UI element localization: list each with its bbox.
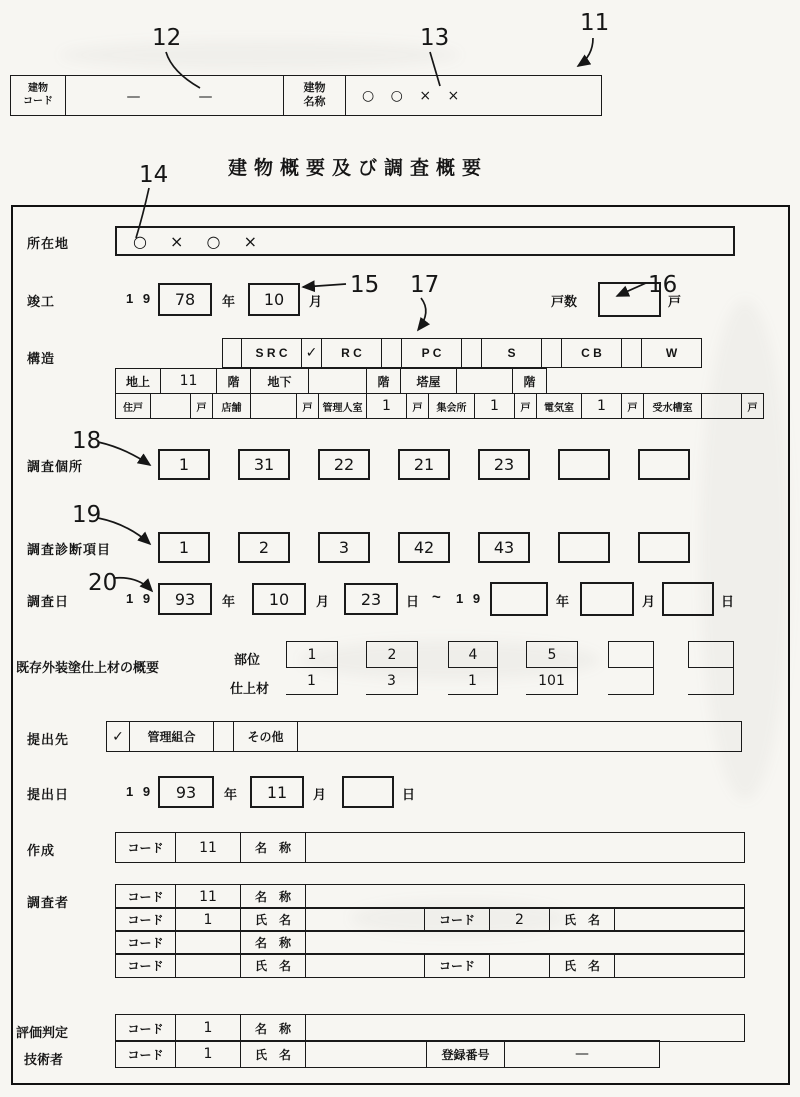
room-electrical-label: 電気室 [537, 393, 582, 419]
surveyor2-code-label: コード [115, 907, 176, 932]
completion-year-box: 78 [158, 283, 212, 316]
evaluator-label-line2: 技術者 [24, 1052, 64, 1067]
evaluator-name-label: 名 称 [241, 1014, 306, 1042]
building-name-label-cell [284, 75, 346, 116]
finish-column-1 [286, 641, 338, 695]
submit-date-year-unit: 年 [224, 787, 238, 802]
structure-check-cb [542, 338, 562, 368]
surveyor2-code-value: 1 [176, 907, 241, 932]
room-watertank-unit: 戸 [742, 393, 764, 419]
surveyor4-code-value [176, 953, 241, 978]
submit-to-row [106, 721, 742, 752]
evaluator2-name-value [306, 1040, 427, 1068]
evaluator-code-value: 1 [176, 1014, 241, 1042]
created-by-label: 作成 [27, 843, 56, 858]
created-by-name-value [306, 832, 745, 863]
survey-point-box-1: 1 [158, 449, 210, 480]
structure-check-src [222, 338, 242, 368]
ref-12: 12 [152, 25, 182, 51]
ref-13: 13 [420, 25, 450, 51]
ref-18: 18 [72, 428, 102, 454]
structure-type-row [222, 338, 702, 368]
finish-column-4 [526, 641, 578, 695]
floors-below-label: 地下 [251, 368, 309, 394]
evaluator2-name-label: 氏 名 [241, 1040, 306, 1068]
ref-19: 19 [72, 502, 102, 528]
scan-artifact [60, 40, 460, 70]
room-shop-unit: 戸 [297, 393, 319, 419]
survey-items-label: 調査診断項目 [27, 542, 112, 557]
building-code-label-cell [10, 75, 66, 116]
finish-material-6 [688, 668, 734, 695]
room-electrical-value: 1 [582, 393, 622, 419]
surveyor3-name-value [306, 930, 745, 955]
evaluator-code-label: コード [115, 1014, 176, 1042]
surveyor4-name2-value [615, 953, 745, 978]
surveyor3-code-label: コード [115, 930, 176, 955]
survey-date-year1-box: 93 [158, 583, 212, 615]
location-value-box: ○ × ○ × [115, 226, 735, 256]
survey-item-box-6 [558, 532, 610, 563]
structure-type-pc: P C [402, 338, 462, 368]
surveyor3-name-label: 名 称 [241, 930, 306, 955]
submit-date-month-box: 11 [250, 776, 304, 808]
surveyor4-code-label: コード [115, 953, 176, 978]
ref-20: 20 [88, 570, 118, 596]
finish-column-2 [366, 641, 418, 695]
structure-rooms-row [115, 393, 764, 419]
evaluator-name-value [306, 1014, 745, 1042]
survey-date-year2-unit: 年 [556, 594, 570, 609]
survey-date-month1-unit: 月 [316, 594, 330, 609]
structure-type-cb: C B [562, 338, 622, 368]
surveyor-row-1 [115, 884, 745, 909]
survey-points-label: 調査個所 [27, 459, 84, 474]
submit-to-other-value [298, 721, 742, 752]
building-name-value: ○ ○ × × [346, 75, 602, 116]
finish-column-5 [608, 641, 654, 695]
submit-date-day-unit: 日 [402, 787, 416, 802]
created-by-code-label: コード [115, 832, 176, 863]
finish-part-2: 2 [366, 641, 418, 668]
finish-material-4: 101 [526, 668, 578, 695]
room-dwelling-unit: 戸 [191, 393, 213, 419]
floors-above-label: 地上 [115, 368, 161, 394]
evaluator-label-line1: 評価判定 [16, 1025, 69, 1040]
structure-check-rc: ✓ [302, 338, 322, 368]
ref-16: 16 [648, 272, 678, 298]
building-code-label: 建物 コード [23, 83, 53, 107]
surveyor1-code-value: 11 [176, 884, 241, 909]
surveyor-row-2 [115, 907, 745, 932]
finish-material-2: 3 [366, 668, 418, 695]
survey-date-month1-box: 10 [252, 583, 306, 615]
survey-item-box-5: 43 [478, 532, 530, 563]
survey-date-day2-unit: 日 [721, 594, 735, 609]
survey-item-box-4: 42 [398, 532, 450, 563]
surveyor2-name2-label: 氏 名 [550, 907, 615, 932]
surveyor4-code2-label: コード [425, 953, 490, 978]
finish-column-6 [688, 641, 734, 695]
ref-17: 17 [410, 272, 440, 298]
evaluator-row-2 [115, 1040, 660, 1068]
room-watertank-value [702, 393, 742, 419]
unit-count-label: 戸数 [551, 294, 578, 309]
surveyor-row-4 [115, 953, 745, 978]
submit-date-year-box: 93 [158, 776, 214, 808]
completion-label: 竣工 [27, 294, 56, 309]
completion-month-unit: 月 [309, 294, 323, 309]
penthouse-value [457, 368, 513, 394]
survey-date-label: 調査日 [27, 594, 70, 609]
room-shop-value [251, 393, 297, 419]
survey-date-year2-box [490, 582, 548, 616]
created-by-row [115, 832, 745, 863]
structure-type-rc: R C [322, 338, 382, 368]
structure-type-src: S R C [242, 338, 302, 368]
finish-column-3 [448, 641, 498, 695]
survey-item-box-2: 2 [238, 532, 290, 563]
surveyor1-name-value [306, 884, 745, 909]
finish-material-3: 1 [448, 668, 498, 695]
surveyor4-name-value [306, 953, 425, 978]
room-watertank-label: 受水槽室 [644, 393, 702, 419]
survey-date-era1: 1 9 [126, 591, 154, 606]
completion-month-box: 10 [248, 283, 300, 316]
structure-label: 構造 [27, 351, 56, 366]
survey-point-box-3: 22 [318, 449, 370, 480]
surveyor-row-3 [115, 930, 745, 955]
finish-materials-label: 既存外装塗仕上材の概要 [16, 660, 160, 675]
finish-material-label: 仕上材 [230, 681, 270, 696]
completion-era: 1 9 [126, 291, 154, 306]
ref-14: 14 [139, 162, 169, 188]
structure-check-s [462, 338, 482, 368]
survey-point-box-6 [558, 449, 610, 480]
finish-part-4: 5 [526, 641, 578, 668]
room-meeting-label: 集会所 [429, 393, 475, 419]
survey-date-month2-unit: 月 [642, 594, 656, 609]
room-caretaker-value: 1 [367, 393, 407, 419]
structure-type-w: W [642, 338, 702, 368]
survey-point-box-2: 31 [238, 449, 290, 480]
survey-date-day1-unit: 日 [406, 594, 420, 609]
survey-date-day2-box [662, 582, 714, 616]
finish-material-5 [608, 668, 654, 695]
survey-date-year1-unit: 年 [222, 594, 236, 609]
registration-number-label: 登録番号 [427, 1040, 505, 1068]
figure-title: 建物概要及び調査概要 [228, 158, 489, 179]
survey-date-month2-box [580, 582, 634, 616]
surveyor2-name-value [306, 907, 425, 932]
surveyor4-code2-value [490, 953, 550, 978]
created-by-code-value: 11 [176, 832, 241, 863]
penthouse-label: 塔屋 [401, 368, 457, 394]
unit-count-unit: 戸 [668, 294, 682, 309]
submit-to-check-2 [214, 721, 234, 752]
unit-count-box [598, 282, 661, 317]
finish-part-1: 1 [286, 641, 338, 668]
surveyor3-code-value [176, 930, 241, 955]
surveyors-label: 調査者 [27, 895, 70, 910]
floors-above-unit: 階 [217, 368, 251, 394]
room-dwelling-value [151, 393, 191, 419]
structure-check-w [622, 338, 642, 368]
surveyor2-code2-value: 2 [490, 907, 550, 932]
submit-date-era: 1 9 [126, 784, 154, 799]
surveyor2-name-label: 氏 名 [241, 907, 306, 932]
room-meeting-value: 1 [475, 393, 515, 419]
submit-date-month-unit: 月 [313, 787, 327, 802]
floors-below-unit: 階 [367, 368, 401, 394]
surveyor1-name-label: 名 称 [241, 884, 306, 909]
survey-date-day1-box: 23 [344, 583, 398, 615]
submit-to-option-1: 管理組合 [130, 721, 214, 752]
submit-to-option-2: その他 [234, 721, 298, 752]
evaluator2-code-label: コード [115, 1040, 176, 1068]
building-name-label: 建物 名称 [303, 81, 326, 108]
floors-above-value: 11 [161, 368, 217, 394]
building-header-bar [10, 75, 602, 116]
finish-part-3: 4 [448, 641, 498, 668]
surveyor2-name2-value [615, 907, 745, 932]
building-code-value: — — [66, 75, 284, 116]
survey-point-box-5: 23 [478, 449, 530, 480]
room-dwelling-label: 住戸 [115, 393, 151, 419]
completion-year-unit: 年 [222, 294, 236, 309]
finish-part-6 [688, 641, 734, 668]
room-caretaker-unit: 戸 [407, 393, 429, 419]
structure-type-s: S [482, 338, 542, 368]
survey-point-box-7 [638, 449, 690, 480]
location-label: 所在地 [27, 236, 70, 251]
survey-date-tilde: ~ [432, 589, 441, 606]
created-by-name-label: 名 称 [241, 832, 306, 863]
floors-below-value [309, 368, 367, 394]
surveyor1-code-label: コード [115, 884, 176, 909]
room-shop-label: 店舗 [213, 393, 251, 419]
room-caretaker-label: 管理人室 [319, 393, 367, 419]
room-electrical-unit: 戸 [622, 393, 644, 419]
room-meeting-unit: 戸 [515, 393, 537, 419]
finish-part-5 [608, 641, 654, 668]
surveyor4-name-label: 氏 名 [241, 953, 306, 978]
survey-point-box-4: 21 [398, 449, 450, 480]
penthouse-unit: 階 [513, 368, 547, 394]
survey-item-box-7 [638, 532, 690, 563]
structure-floors-row [115, 368, 763, 394]
registration-number-value: — [505, 1040, 660, 1068]
structure-check-pc [382, 338, 402, 368]
survey-item-box-1: 1 [158, 532, 210, 563]
surveyor4-name2-label: 氏 名 [550, 953, 615, 978]
ref-11-leader [578, 38, 593, 66]
ref-15: 15 [350, 272, 380, 298]
surveyor2-code2-label: コード [425, 907, 490, 932]
evaluator2-code-value: 1 [176, 1040, 241, 1068]
ref-11: 11 [580, 10, 610, 36]
survey-item-box-3: 3 [318, 532, 370, 563]
evaluator-row-1 [115, 1014, 745, 1042]
survey-date-era2: 1 9 [456, 591, 484, 606]
submit-date-label: 提出日 [27, 787, 70, 802]
submit-date-day-box [342, 776, 394, 808]
submit-to-check-1: ✓ [106, 721, 130, 752]
floors-row-filler [547, 368, 763, 394]
submit-to-label: 提出先 [27, 732, 70, 747]
finish-material-1: 1 [286, 668, 338, 695]
finish-part-label: 部位 [234, 652, 261, 667]
